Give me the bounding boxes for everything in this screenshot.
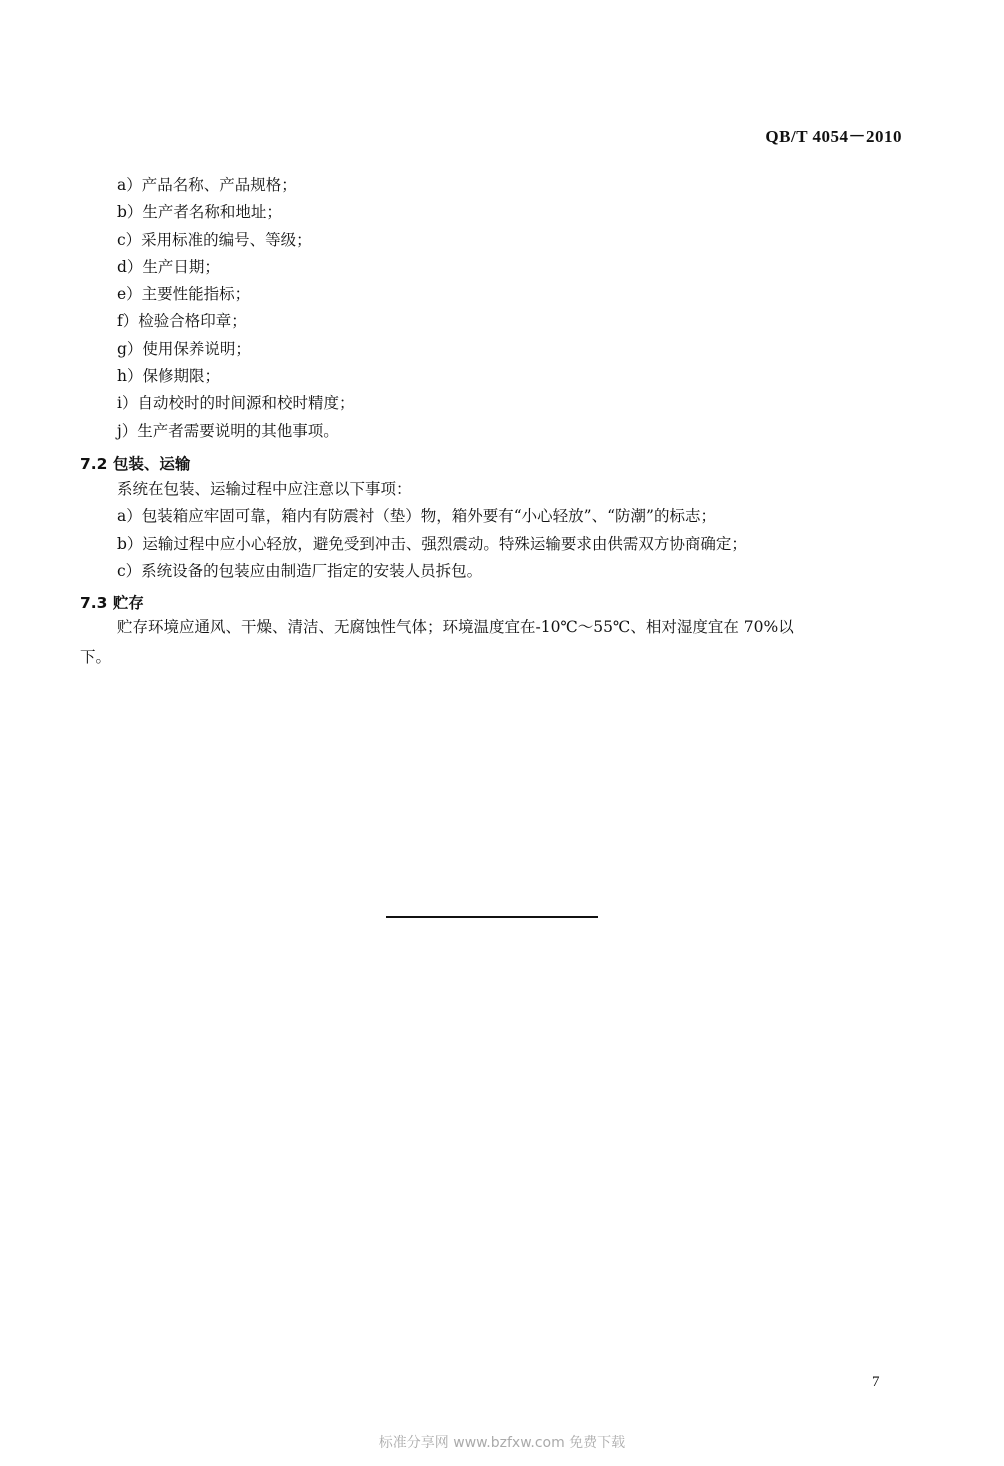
section-7-3-text-cont: 下。 bbox=[80, 648, 112, 666]
standard-code: QB/T 4054－2010 bbox=[765, 127, 902, 146]
list-item: j）生产者需要说明的其他事项。 bbox=[117, 421, 339, 440]
list-item: e）主要性能指标； bbox=[117, 285, 251, 304]
list-item: c）系统设备的包装应由制造厂指定的安装人员拆包。 bbox=[117, 562, 483, 580]
list-item: a）产品名称、产品规格； bbox=[117, 176, 297, 194]
page-number: 7 bbox=[872, 1374, 880, 1390]
section-7-3-title: 7.3 贮存 bbox=[80, 594, 144, 612]
list-item: i）自动校时的时间源和校时精度； bbox=[117, 394, 355, 413]
end-rule bbox=[386, 916, 598, 918]
list-item: d）生产日期； bbox=[117, 257, 220, 276]
list-item: a）包装箱应牢固可靠，箱内有防震衬（垫）物，箱外要有“小心轻放”、“防潮”的标志； bbox=[117, 507, 716, 525]
list-item: b）生产者名称和地址； bbox=[117, 203, 282, 222]
section-7-3-text: 贮存环境应通风、干燥、清洁、无腐蚀性气体；环境温度宜在-10℃～55℃、相对湿度宜在 70%以 bbox=[117, 618, 794, 636]
list-item: c）采用标准的编号、等级； bbox=[117, 230, 312, 249]
footer-watermark: 标准分享网 www.bzfxw.com 免费下载 bbox=[378, 1435, 626, 1451]
list-item: b）运输过程中应小心轻放，避免受到冲击、强烈震动。特殊运输要求由供需双方协商确定； bbox=[117, 535, 747, 553]
list-item: f）检验合格印章； bbox=[117, 312, 247, 331]
marking-list bbox=[117, 172, 917, 445]
list-item: g）使用保养说明； bbox=[117, 339, 251, 358]
section-7-2-title: 7.2 包装、运输 bbox=[80, 455, 191, 473]
list-item: h）保修期限； bbox=[117, 367, 220, 386]
section-7-2-intro: 系统在包装、运输过程中应注意以下事项： bbox=[117, 480, 412, 498]
